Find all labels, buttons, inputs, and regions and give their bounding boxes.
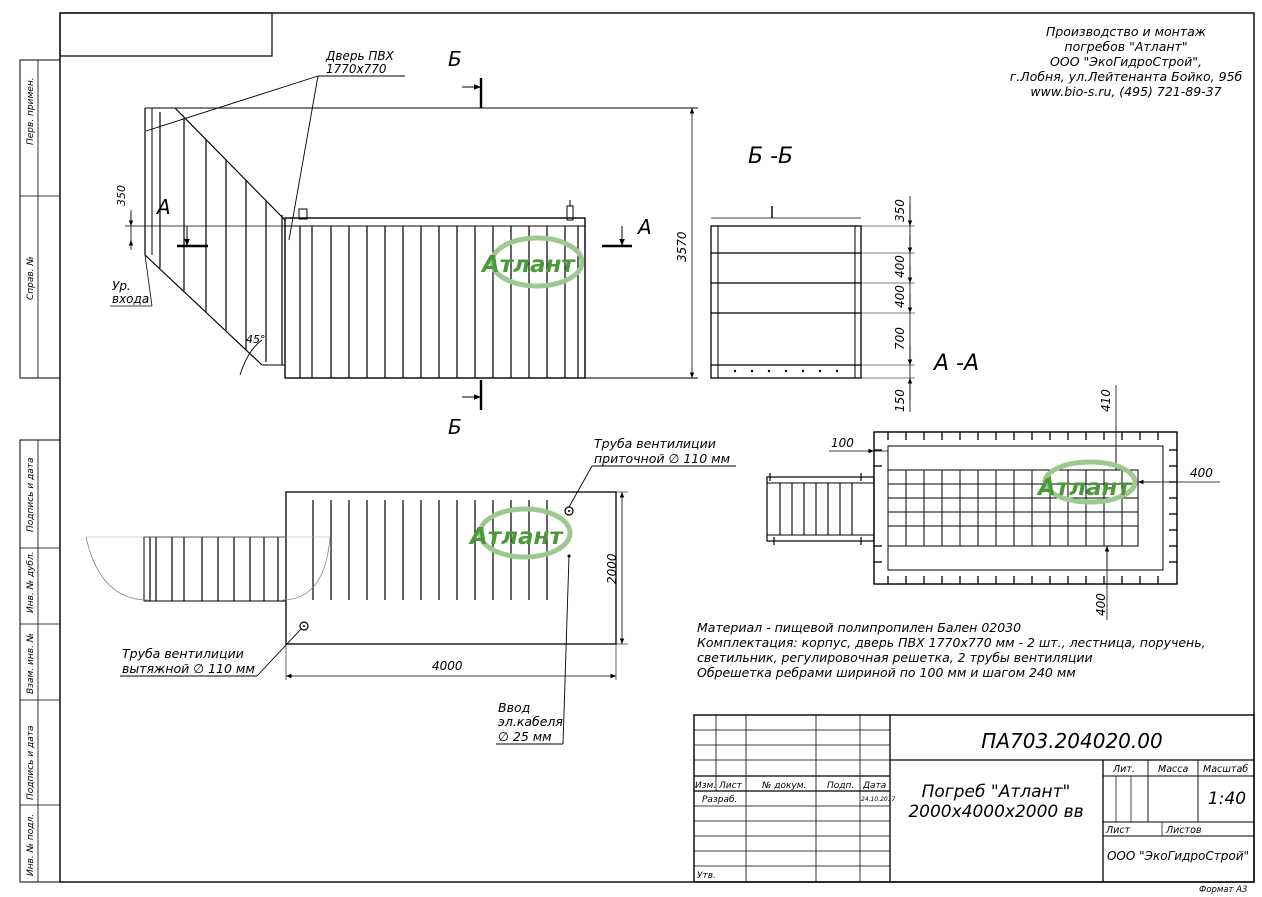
cable-label-3: ∅ 25 мм — [498, 729, 552, 744]
aa-dim-400-right: 400 — [1190, 466, 1213, 480]
company-info — [1010, 24, 1243, 99]
cut-b-top-label: Б — [448, 47, 462, 71]
bb-dim-400-a: 400 — [893, 255, 907, 278]
tb-masshtab: Масштаб — [1203, 764, 1249, 775]
bb-dim-350: 350 — [893, 199, 907, 222]
tb-doc-code: ПА703.204020.00 — [981, 729, 1163, 753]
level-label-1: Ур. — [112, 279, 131, 293]
cut-a-right-label: А — [638, 215, 652, 239]
logo-text: Атлант — [1038, 475, 1131, 501]
note-line-3: светильник, регулировочная решетка, 2 трубы вентиляции — [697, 650, 1093, 665]
tb-format: Формат А3 — [1199, 885, 1248, 895]
aa-dim-400-bottom: 400 — [1094, 593, 1108, 616]
logo-section-aa — [1036, 462, 1135, 502]
section-view — [110, 47, 698, 439]
company-line-1: Производство и монтаж — [1045, 24, 1207, 39]
side-label-podp-data-2: Подпись и дата — [26, 725, 36, 800]
company-line-2: погребов "Атлант" — [1064, 39, 1188, 54]
side-label-perv-primen: Перв. примен. — [26, 77, 36, 145]
vent-exhaust-label-1: Труба вентилиции — [122, 646, 244, 661]
side-label-inv-podl: Инв. № подл. — [26, 813, 36, 876]
dim-350: 350 — [115, 185, 128, 206]
note-line-1: Материал - пищевой полипропилен Бален 02030 — [697, 620, 1022, 635]
tb-h-dokum: № докум. — [762, 781, 807, 791]
section-aa-title: А -А — [934, 351, 980, 376]
company-line-3: ООО "ЭкоГидроСтрой", — [1050, 54, 1202, 69]
section-bb — [711, 144, 915, 412]
tb-name-2: 2000х4000х2000 вв — [908, 802, 1084, 822]
vent-supply-label-1: Труба вентилиции — [594, 436, 716, 451]
notes-block — [697, 620, 1206, 680]
aa-dim-100: 100 — [831, 436, 854, 450]
cable-label-2: эл.кабеля — [498, 714, 563, 729]
cut-a-left-label: А — [157, 195, 171, 219]
tb-org: ООО "ЭкоГидроСтрой" — [1106, 849, 1250, 863]
level-label-2: входа — [112, 292, 150, 306]
bb-dim-150: 150 — [893, 389, 907, 412]
tb-utv: Утв. — [697, 871, 716, 881]
aa-dim-410: 410 — [1099, 389, 1113, 412]
tb-h-izm: Изм. — [695, 781, 717, 791]
tb-massa: Масса — [1158, 764, 1189, 775]
cut-b-bottom-label: Б — [448, 415, 462, 439]
title-block — [694, 715, 1254, 895]
section-aa — [767, 351, 1220, 620]
side-stamp — [20, 60, 60, 882]
tb-h-data: Дата — [863, 781, 887, 791]
tb-h-list: Лист — [719, 781, 742, 791]
bb-dim-400-b: 400 — [893, 285, 907, 308]
plan-dim-2000: 2000 — [605, 553, 619, 584]
side-label-inv-dubl: Инв. № дубл. — [26, 551, 36, 613]
vent-supply-label-2: приточной ∅ 110 мм — [594, 451, 731, 466]
logo-text: Атлант — [470, 524, 563, 550]
tb-listov: Листов — [1166, 825, 1202, 836]
dim-3570: 3570 — [675, 231, 689, 262]
note-line-2: Комплектация: корпус, дверь ПВХ 1770х770 мм - 2 шт., лестница, поручень, — [697, 635, 1206, 650]
angle-label: 45° — [246, 333, 266, 346]
tb-list: Лист — [1106, 825, 1131, 836]
tb-name-1: Погреб "Атлант" — [921, 782, 1071, 802]
side-label-sprav: Справ. № — [26, 256, 36, 300]
door-label-2: 1770х770 — [326, 62, 387, 76]
tb-h-podp: Подп. — [827, 781, 855, 791]
tb-scale: 1:40 — [1207, 789, 1247, 809]
door-label-1: Дверь ПВХ — [326, 49, 394, 63]
logo-plan-view — [468, 509, 570, 557]
company-line-4: г.Лобня, ул.Лейтенанта Бойко, 95б — [1009, 69, 1243, 84]
bb-dim-700: 700 — [893, 327, 907, 350]
cable-label-1: Ввод — [498, 700, 531, 715]
side-label-podp-data-1: Подпись и дата — [26, 457, 36, 532]
company-line-5: www.bio-s.ru, (495) 721-89-37 — [1030, 84, 1222, 99]
tb-razrab: Разраб. — [702, 795, 738, 805]
tb-date: 24.10.2017 — [861, 796, 896, 803]
top-stamp-box — [60, 13, 272, 56]
vent-exhaust-label-2: вытяжной ∅ 110 мм — [122, 661, 255, 676]
section-bb-title: Б -Б — [748, 144, 794, 169]
logo-text: Атлант — [482, 252, 575, 278]
logo-section-view — [480, 238, 582, 286]
plan-view — [86, 436, 736, 744]
plan-dim-4000: 4000 — [432, 659, 463, 673]
tb-lit: Лит. — [1113, 764, 1135, 775]
side-label-vzam-inv: Взам. инв. № — [26, 632, 36, 694]
note-line-4: Обрешетка ребрами шириной по 100 мм и шагом 240 мм — [697, 665, 1076, 680]
